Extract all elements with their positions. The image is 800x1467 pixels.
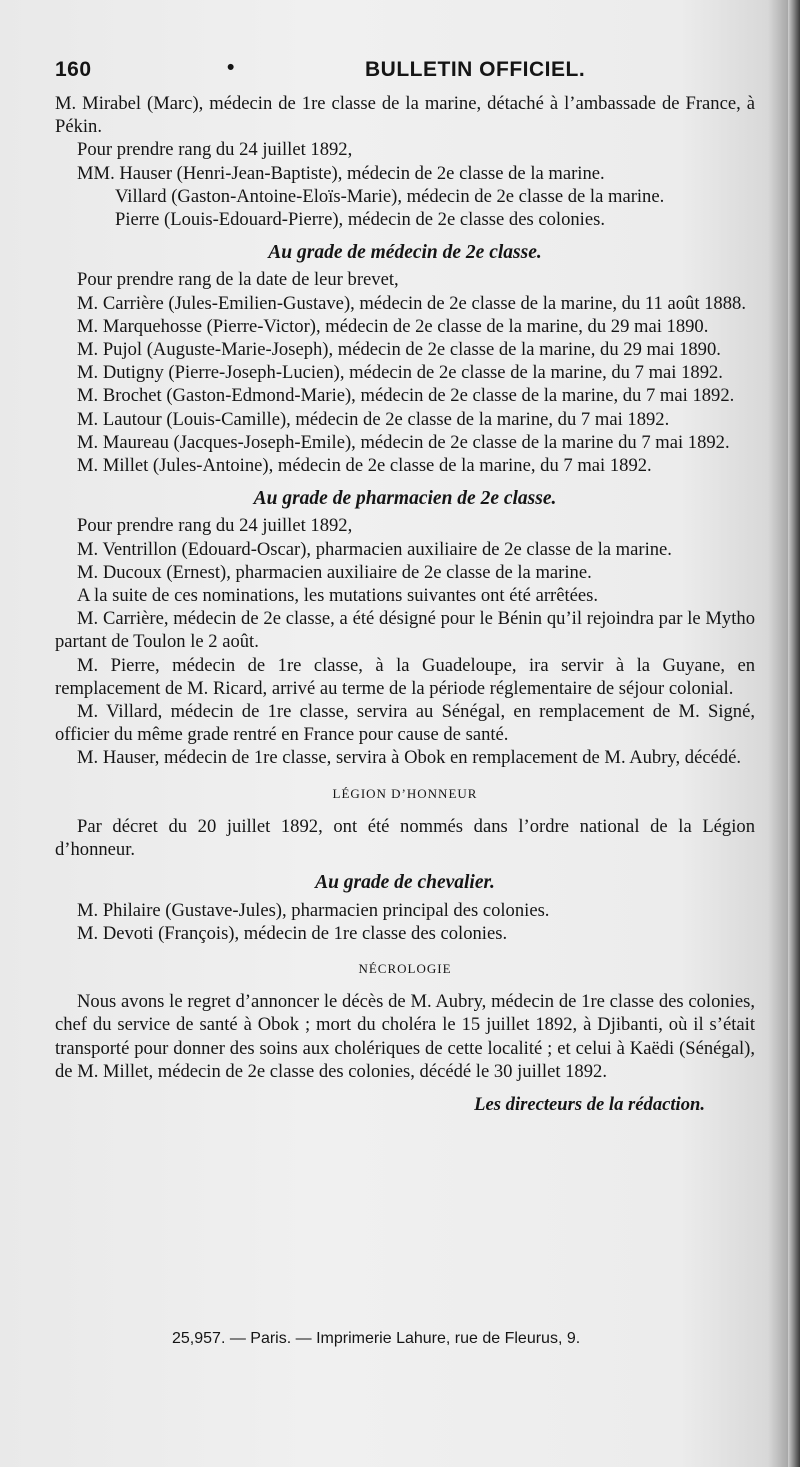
paragraph: M. Hauser, médecin de 1re classe, servira à Obok en remplacement de M. Aubry, décédé.	[77, 747, 742, 769]
paragraph: Pour prendre rang du 24 juillet 1892,	[77, 515, 353, 537]
section-heading: Au grade de pharmacien de 2e classe.	[253, 488, 557, 510]
printer-footer: 25,957. — Paris. — Imprimerie Lahure, rue de Fleurus, 9.	[172, 1330, 581, 1347]
paragraph: M. Ducoux (Ernest), pharmacien auxiliaire de 2e classe de la marine.	[77, 561, 592, 583]
paragraph: M. Marquehosse (Pierre-Victor), médecin de 2e classe de la marine, du 29 mai 1890.	[77, 315, 709, 337]
paragraph: M. Millet (Jules-Antoine), médecin de 2e classe de la marine, du 7 mai 1892.	[77, 455, 652, 477]
paragraph: M. Pierre, médecin de 1re classe, à la Guadeloupe, ira servir à la Guyane, en remplacement de M. Ricard, arrivé au terme de la période réglementaire de séjour colonial.	[55, 654, 755, 699]
paragraph: M. Brochet (Gaston-Edmond-Marie), médecin de 2e classe de la marine, du 7 mai 1892.	[77, 385, 735, 407]
signature-line: Les directeurs de la rédaction.	[474, 1093, 705, 1115]
paragraph: M. Maureau (Jacques-Joseph-Emile), médecin de 2e classe de la marine du 7 mai 1892.	[77, 431, 730, 453]
paragraph: M. Pujol (Auguste-Marie-Joseph), médecin de 2e classe de la marine, du 29 mai 1890.	[77, 339, 721, 361]
header-bullet: •	[227, 56, 235, 79]
bulletin-title: BULLETIN OFFICIEL.	[365, 58, 586, 81]
paragraph: M. Philaire (Gustave-Jules), pharmacien principal des colonies.	[77, 899, 550, 921]
paragraph: Pierre (Louis-Edouard-Pierre), médecin de 2e classe des colonies.	[115, 209, 605, 231]
paragraph: M. Carrière, médecin de 2e classe, a été désigné pour le Bénin qu’il rejoindra par le Mytho partant de Toulon le 2 août.	[55, 608, 755, 653]
paragraph: A la suite de ces nominations, les mutations suivantes ont été arrêtées.	[77, 585, 599, 607]
paragraph: Par décret du 20 juillet 1892, ont été nommés dans l’ordre national de la Légion d’honneur.	[55, 815, 755, 861]
paragraph: M. Devoti (François), médecin de 1re classe des colonies.	[77, 922, 508, 944]
paragraph: M. Villard, médecin de 1re classe, servira au Sénégal, en remplacement de M. Signé, officier du même grade rentré en France pour cause de santé.	[55, 701, 755, 746]
section-heading: Au grade de chevalier.	[315, 872, 495, 894]
paragraph: Villard (Gaston-Antoine-Eloïs-Marie), médecin de 2e classe de la marine.	[115, 185, 665, 207]
paragraph: M. Mirabel (Marc), médecin de 1re classe de la marine, détaché à l’ambassade de France, à Pékin.	[55, 93, 755, 138]
section-heading-legion: LÉGION D’HONNEUR	[332, 785, 478, 801]
page-body	[55, 92, 755, 1116]
section-heading-necrologie: NÉCROLOGIE	[358, 960, 452, 976]
paragraph: MM. Hauser (Henri-Jean-Baptiste), médecin de 2e classe de la marine.	[77, 162, 605, 184]
paragraph: M. Carrière (Jules-Emilien-Gustave), médecin de 2e classe de la marine, du 11 août 1888.	[77, 292, 746, 314]
page-number: 160	[55, 58, 92, 81]
paragraph: Pour prendre rang de la date de leur brevet,	[77, 269, 399, 291]
paragraph: M. Lautour (Louis-Camille), médecin de 2e classe de la marine, du 7 mai 1892.	[77, 408, 670, 430]
paragraph: M. Dutigny (Pierre-Joseph-Lucien), médecin de 2e classe de la marine, du 7 mai 1892.	[77, 362, 723, 384]
paragraph: Nous avons le regret d’annoncer le décès de M. Aubry, médecin de 1re classe des colonies, chef du service de santé à Obok ; mort du choléra le 15 juillet 1892, à Djibanti, où il s’était transporté pour donner des soins aux cholériques de cette localité ; et celui à Kaëdi (Sénégal), de M. Millet, médecin de 2e classe des colonies, décédé le 30 juillet 1892.	[55, 991, 755, 1082]
page-binding-edge	[788, 0, 800, 1467]
paragraph: Pour prendre rang du 24 juillet 1892,	[77, 139, 353, 161]
section-heading: Au grade de médecin de 2e classe.	[268, 242, 542, 264]
paragraph: M. Ventrillon (Edouard-Oscar), pharmacien auxiliaire de 2e classe de la marine.	[77, 538, 672, 560]
page-header	[55, 58, 755, 88]
